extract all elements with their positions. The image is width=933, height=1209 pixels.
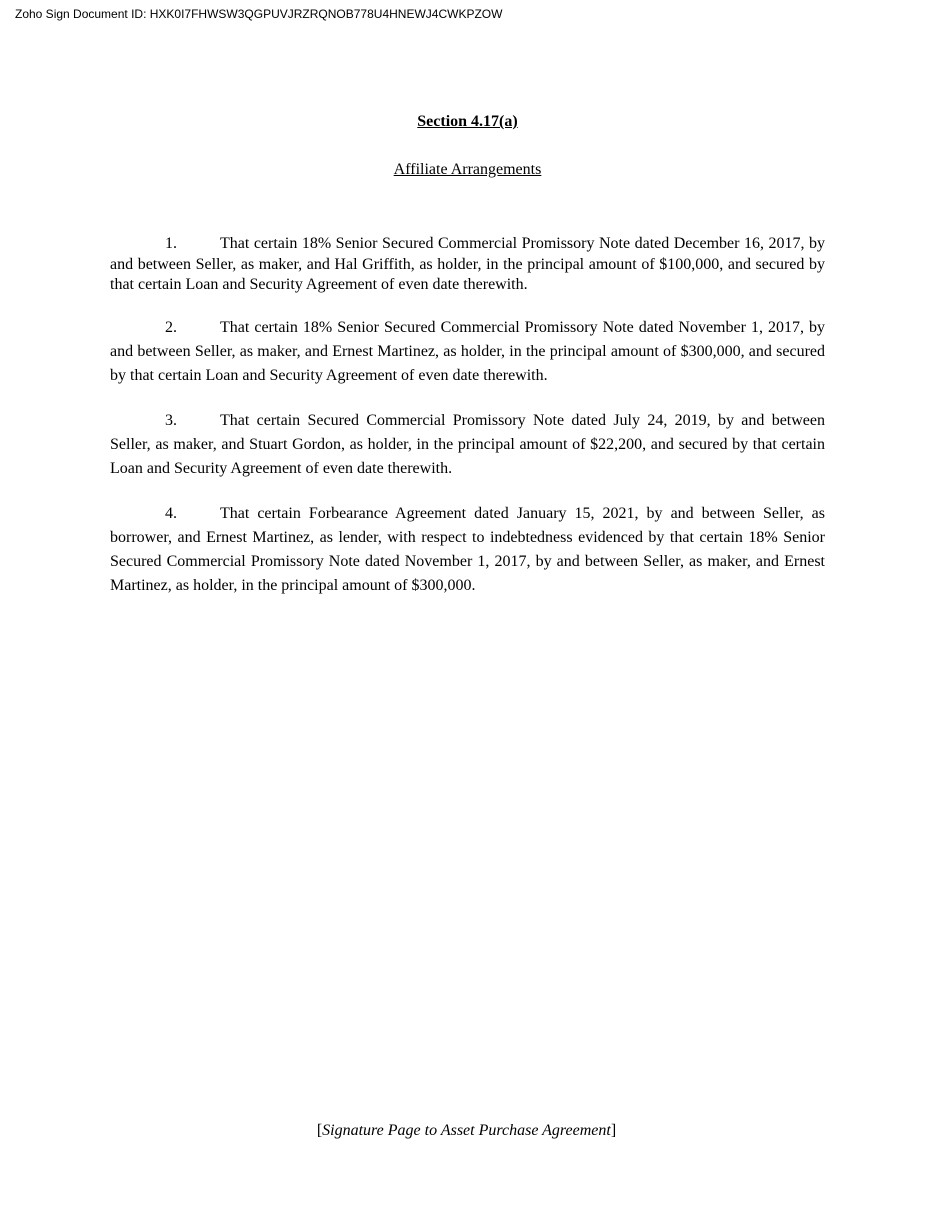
list-item-number: 1. bbox=[165, 235, 177, 252]
list-item bbox=[110, 234, 825, 296]
document-id-header: Zoho Sign Document ID: HXK0I7FHWSW3QGPUVJRZRQNOB778U4HNEWJ4CWKPZOW bbox=[15, 7, 503, 21]
signature-page-footer bbox=[0, 1121, 933, 1141]
list-item-number: 3. bbox=[165, 412, 177, 429]
list-item bbox=[110, 409, 825, 481]
list-item-number: 4. bbox=[165, 505, 177, 522]
list-item-text: That certain 18% Senior Secured Commercial Promissory Note dated November 1, 2017, by and between Seller, as maker, and Ernest Martinez, as holder, in the principal amount of $300,000, and secured by that certain Loan and Security Agreement of even date therewith. bbox=[110, 319, 825, 384]
list-item-text: That certain Forbearance Agreement dated January 15, 2021, by and between Seller, as borrower, and Ernest Martinez, as lender, with respect to indebtedness evidenced by that certain 18% Senior Secured Commercial Promissory Note dated November 1, 2017, by and between Seller, as maker, and Ernest Martinez, as holder, in the principal amount of $300,000. bbox=[110, 505, 825, 594]
section-subtitle: Affiliate Arrangements bbox=[393, 161, 542, 178]
footer-caption: Signature Page to Asset Purchase Agreement bbox=[322, 1122, 611, 1139]
list-item bbox=[110, 502, 825, 598]
list-item-number: 2. bbox=[165, 319, 177, 336]
section-title: Section 4.17(a) bbox=[417, 113, 518, 130]
list-item bbox=[110, 316, 825, 388]
footer-open-bracket: [ bbox=[316, 1122, 323, 1139]
list-item-text: That certain 18% Senior Secured Commercial Promissory Note dated December 16, 2017, by and between Seller, as maker, and Hal Griffith, as holder, in the principal amount of $100,000, and secured by that certain Loan and Security Agreement of even date therewith. bbox=[110, 235, 825, 293]
footer-close-bracket: ] bbox=[610, 1122, 617, 1139]
list-item-text: That certain Secured Commercial Promissory Note dated July 24, 2019, by and between Seller, as maker, and Stuart Gordon, as holder, in the principal amount of $22,200, and secured by that certain Loan and Security Agreement of even date therewith. bbox=[110, 412, 825, 477]
